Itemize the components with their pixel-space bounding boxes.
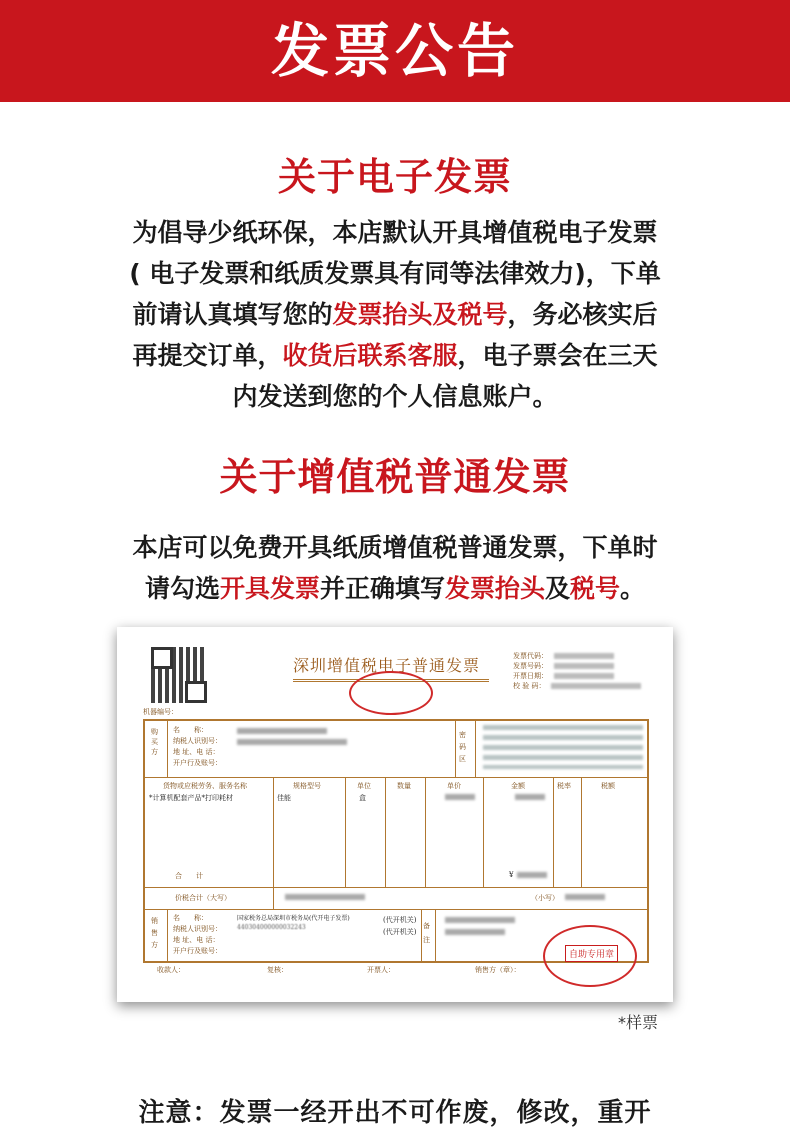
text-line: 再提交订单，收货后联系客服，电子票会在三天 [132,341,658,370]
text-line: 请勾选开具发票并正确填写发票抬头及税号。 [144,574,646,603]
invoice-table: 购买方 名 称： 纳税人识别号： 地 址、电 话： 开户行及账号： 密码区 货物或应税劳务、服务名称 规格型号 单位 数量 单价 金额 税率 税额 *计算机配套产品*打印耗材 佳能 盒 合 计 ¥ 价税合计（大写） （小写） 销售方 名 称： 纳税人识别号： 地 址、电 话： 开户行及账号： 国家税务总局深圳市税务局(代开电子发票) 440304000000032243 (代开机关) (代开机关) 备注 [143,719,649,963]
banner-title: 发票公告 [270,17,519,85]
invoice-item: *计算机配套产品*打印耗材 [149,794,233,802]
vat-invoice-heading: 关于增值税普通发票 [219,455,571,499]
highlight-invoice-title-tax-no: 发票抬头及税号 [332,300,508,329]
text-line: 前请认真填写您的发票抬头及税号，务必核实后 [132,300,658,329]
text-line: 内发送到您的个人信息账户。 [232,382,558,411]
text-line: 为倡导少纸环保，本店默认开具增值税电子发票 [132,218,658,247]
self-service-seal-icon: 自助专用章 [543,925,637,987]
electronic-invoice-heading: 关于电子发票 [277,155,512,199]
vat-invoice-text [0,527,790,609]
invoice-meta: 发票代码： 发票号码： 开票日期： 校 验 码： [513,651,641,691]
invoice-title: 深圳增值税电子普通发票 [293,656,481,675]
sample-label: *样票 [618,1013,659,1032]
sample-invoice-image: 深圳增值税电子普通发票 发票代码： 发票号码： 开票日期： 校 验 码： 机器编号： 购买方 名 称： 纳税人识别号： 地 址、电 话： 开户行及账号： 密码区 货物或应税劳务、服务名称 规格型号 单位 数量 单价 金额 税率 税额 *计算机配套产品*打印耗材 佳能 盒 合 计 ¥ 价税合计（大写） （小写） 销售方 名 称： 纳税人识别号： 地 址、电 话： 开户行及账号： 国家税务总局深圳市税务局(代开电子发票) 440304000000032243 (代开机关) (代开机关) 备注 自助专用章 收款人： 复核： 开票人： 销售方（章）： [117,627,673,1002]
tax-seal-icon [349,671,433,715]
seller-name: 国家税务总局深圳市税务局(代开电子发票) [237,915,350,922]
electronic-invoice-text [0,212,790,417]
qr-code-icon [151,647,207,703]
text-line: ( 电子发票和纸质发票具有同等法律效力)，下单 [129,259,661,288]
notice-text: 注意：发票一经开出不可作废，修改，重开 [138,1098,652,1128]
machine-number: 机器编号： [143,708,178,716]
announcement-banner [0,0,790,102]
text-line: 本店可以免费开具纸质增值税普通发票，下单时 [132,533,658,562]
highlight-contact-service: 收货后联系客服 [282,341,458,370]
